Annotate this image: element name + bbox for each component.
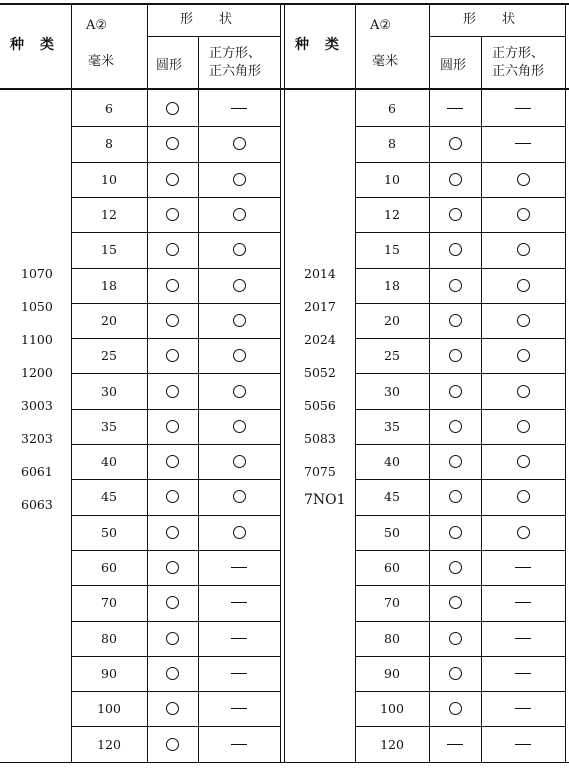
circle-mark-icon <box>449 455 462 468</box>
round-header-right: 圆形 <box>440 58 467 73</box>
circle-mark-icon <box>166 490 179 503</box>
round-availability-cell <box>147 656 198 691</box>
row-line <box>71 197 280 198</box>
a-dimension-cell: 100 <box>380 701 404 717</box>
square-hex-header-right-2: 正六角形 <box>492 64 545 79</box>
a-dimension-header-left: A② <box>86 18 108 33</box>
row-line <box>355 621 565 622</box>
square-hex-availability-cell <box>198 232 280 267</box>
circle-mark-icon <box>166 561 179 574</box>
round-availability-cell <box>147 373 198 408</box>
a-dimension-cell: 35 <box>384 418 400 434</box>
circle-mark-icon <box>166 738 179 751</box>
round-availability-cell <box>147 338 198 373</box>
a-dimension-cell: 25 <box>384 348 400 364</box>
a-dimension-cell: 120 <box>380 736 404 752</box>
square-hex-availability-cell <box>481 373 565 408</box>
round-availability-cell <box>147 515 198 550</box>
square-hex-availability-cell <box>198 373 280 408</box>
circle-mark-icon <box>517 420 530 433</box>
a-dimension-cell: 40 <box>101 454 117 470</box>
grade-label: 6061 <box>21 464 53 479</box>
round-availability-cell <box>429 691 481 726</box>
round-availability-cell <box>429 338 481 373</box>
round-availability-cell <box>429 162 481 197</box>
square-hex-availability-cell <box>481 479 565 514</box>
square-hex-availability-cell <box>198 197 280 232</box>
dash-mark-icon <box>515 744 531 745</box>
row-line <box>71 621 280 622</box>
round-availability-cell <box>429 515 481 550</box>
square-hex-availability-cell <box>481 303 565 338</box>
grade-label: 1100 <box>21 332 53 347</box>
circle-mark-icon <box>233 243 246 256</box>
a-dimension-cell: 15 <box>101 242 117 258</box>
circle-mark-icon <box>517 208 530 221</box>
a-dimension-cell: 10 <box>384 171 400 187</box>
square-hex-availability-cell <box>481 126 565 161</box>
grade-label: 7075 <box>304 464 336 479</box>
row-line <box>71 268 280 269</box>
circle-mark-icon <box>517 455 530 468</box>
square-hex-availability-cell <box>481 409 565 444</box>
circle-mark-icon <box>449 420 462 433</box>
dash-mark-icon <box>515 602 531 603</box>
a-dimension-cell: 12 <box>384 207 400 223</box>
row-line <box>71 303 280 304</box>
square-hex-availability-cell <box>198 726 280 761</box>
a-dimension-cell: 30 <box>384 383 400 399</box>
circle-mark-icon <box>449 526 462 539</box>
dash-mark-icon <box>447 744 463 745</box>
circle-mark-icon <box>233 137 246 150</box>
circle-mark-icon <box>233 208 246 221</box>
a-dimension-cell: 120 <box>97 736 121 752</box>
grade-label: 6063 <box>21 497 53 512</box>
dash-mark-icon <box>515 567 531 568</box>
a-dimension-cell: 80 <box>384 630 400 646</box>
square-hex-availability-cell <box>481 338 565 373</box>
round-availability-cell <box>429 726 481 761</box>
square-hex-availability-cell <box>198 162 280 197</box>
square-hex-availability-cell <box>198 409 280 444</box>
row-line <box>71 515 280 516</box>
square-hex-availability-cell <box>198 91 280 126</box>
row-line <box>71 373 280 374</box>
grade-header-right: 种 类 <box>295 37 340 53</box>
square-hex-header-right-1: 正方形、 <box>492 46 545 61</box>
square-hex-availability-cell <box>481 550 565 585</box>
circle-mark-icon <box>517 490 530 503</box>
square-hex-availability-cell <box>481 91 565 126</box>
circle-mark-icon <box>166 314 179 327</box>
circle-mark-icon <box>517 173 530 186</box>
a-dimension-cell: 50 <box>384 524 400 540</box>
square-hex-availability-cell <box>198 585 280 620</box>
circle-mark-icon <box>233 490 246 503</box>
square-hex-availability-cell <box>481 621 565 656</box>
bottom-border <box>0 762 569 764</box>
row-line <box>71 479 280 480</box>
a-dimension-cell: 8 <box>388 136 396 152</box>
dash-mark-icon <box>515 108 531 109</box>
a-dimension-cell: 70 <box>384 595 400 611</box>
grade-label: 2017 <box>304 299 336 314</box>
round-availability-cell <box>429 444 481 479</box>
shape-header-left: 形 状 <box>180 12 233 27</box>
row-line <box>355 373 565 374</box>
circle-mark-icon <box>166 102 179 115</box>
row-line <box>71 409 280 410</box>
column-line <box>355 3 356 762</box>
round-availability-cell <box>147 268 198 303</box>
a-dimension-cell: 6 <box>388 101 396 117</box>
row-line <box>355 197 565 198</box>
circle-mark-icon <box>449 702 462 715</box>
square-hex-availability-cell <box>481 232 565 267</box>
circle-mark-icon <box>449 596 462 609</box>
circle-mark-icon <box>166 526 179 539</box>
row-line <box>355 479 565 480</box>
dash-mark-icon <box>515 143 531 144</box>
circle-mark-icon <box>166 137 179 150</box>
round-availability-cell <box>147 479 198 514</box>
round-availability-cell <box>429 373 481 408</box>
square-hex-availability-cell <box>198 268 280 303</box>
round-availability-cell <box>429 585 481 620</box>
row-line <box>355 550 565 551</box>
unit-header-right: 毫米 <box>372 54 399 69</box>
circle-mark-icon <box>517 243 530 256</box>
circle-mark-icon <box>233 173 246 186</box>
circle-mark-icon <box>517 349 530 362</box>
shape-subheader-rule <box>429 36 565 37</box>
row-line <box>71 444 280 445</box>
dash-mark-icon <box>231 108 247 109</box>
row-line <box>71 550 280 551</box>
row-line <box>355 444 565 445</box>
circle-mark-icon <box>233 349 246 362</box>
dash-mark-icon <box>515 708 531 709</box>
unit-header-left: 毫米 <box>88 54 115 69</box>
row-line <box>355 515 565 516</box>
circle-mark-icon <box>449 243 462 256</box>
square-hex-availability-cell <box>198 338 280 373</box>
round-availability-cell <box>147 409 198 444</box>
circle-mark-icon <box>233 314 246 327</box>
square-hex-availability-cell <box>481 691 565 726</box>
a-dimension-cell: 80 <box>101 630 117 646</box>
circle-mark-icon <box>233 279 246 292</box>
circle-mark-icon <box>166 702 179 715</box>
circle-mark-icon <box>166 455 179 468</box>
dash-mark-icon <box>515 638 531 639</box>
square-hex-availability-cell <box>481 585 565 620</box>
row-line <box>355 268 565 269</box>
square-hex-availability-cell <box>481 656 565 691</box>
square-hex-availability-cell <box>481 726 565 761</box>
grade-label: 1200 <box>21 365 53 380</box>
round-availability-cell <box>429 268 481 303</box>
circle-mark-icon <box>166 632 179 645</box>
square-hex-availability-cell <box>481 515 565 550</box>
round-availability-cell <box>147 621 198 656</box>
round-availability-cell <box>429 91 481 126</box>
round-availability-cell <box>147 691 198 726</box>
circle-mark-icon <box>233 455 246 468</box>
a-dimension-cell: 35 <box>101 418 117 434</box>
dash-mark-icon <box>231 602 247 603</box>
a-dimension-cell: 100 <box>97 701 121 717</box>
circle-mark-icon <box>166 596 179 609</box>
row-line <box>355 126 565 127</box>
square-hex-availability-cell <box>198 479 280 514</box>
dash-mark-icon <box>231 673 247 674</box>
row-line <box>355 726 565 727</box>
row-line <box>355 656 565 657</box>
round-availability-cell <box>429 197 481 232</box>
circle-mark-icon <box>517 385 530 398</box>
column-line <box>481 36 482 762</box>
row-line <box>355 162 565 163</box>
a-dimension-cell: 45 <box>384 489 400 505</box>
square-hex-availability-cell <box>198 303 280 338</box>
center-divider <box>280 3 281 762</box>
round-availability-cell <box>147 726 198 761</box>
shape-header-right: 形 状 <box>463 12 516 27</box>
a-dimension-cell: 25 <box>101 348 117 364</box>
round-availability-cell <box>147 232 198 267</box>
square-hex-header-left-1: 正方形、 <box>209 46 262 61</box>
grade-label: 7NO1 <box>304 492 346 508</box>
row-line <box>71 126 280 127</box>
row-line <box>71 691 280 692</box>
round-availability-cell <box>429 479 481 514</box>
column-line <box>71 3 72 762</box>
circle-mark-icon <box>233 385 246 398</box>
circle-mark-icon <box>449 208 462 221</box>
grade-label: 5056 <box>304 398 336 413</box>
grade-label: 1070 <box>21 266 53 281</box>
a-dimension-cell: 45 <box>101 489 117 505</box>
round-availability-cell <box>429 126 481 161</box>
a-dimension-cell: 20 <box>384 312 400 328</box>
column-line <box>429 3 430 762</box>
center-divider <box>284 3 285 762</box>
round-availability-cell <box>429 409 481 444</box>
row-line <box>355 691 565 692</box>
circle-mark-icon <box>166 208 179 221</box>
square-hex-availability-cell <box>481 268 565 303</box>
circle-mark-icon <box>166 279 179 292</box>
dash-mark-icon <box>447 108 463 109</box>
square-hex-availability-cell <box>198 621 280 656</box>
circle-mark-icon <box>449 314 462 327</box>
round-availability-cell <box>429 303 481 338</box>
dash-mark-icon <box>231 567 247 568</box>
circle-mark-icon <box>233 526 246 539</box>
square-hex-availability-cell <box>481 162 565 197</box>
circle-mark-icon <box>166 420 179 433</box>
round-availability-cell <box>429 621 481 656</box>
a-dimension-cell: 60 <box>101 560 117 576</box>
a-dimension-cell: 18 <box>384 277 400 293</box>
square-hex-availability-cell <box>198 515 280 550</box>
circle-mark-icon <box>449 349 462 362</box>
circle-mark-icon <box>449 173 462 186</box>
round-availability-cell <box>147 91 198 126</box>
circle-mark-icon <box>166 667 179 680</box>
dash-mark-icon <box>231 744 247 745</box>
row-line <box>71 162 280 163</box>
square-hex-availability-cell <box>481 444 565 479</box>
column-line <box>198 36 199 762</box>
square-hex-availability-cell <box>198 444 280 479</box>
row-line <box>71 232 280 233</box>
circle-mark-icon <box>449 561 462 574</box>
row-line <box>355 303 565 304</box>
circle-mark-icon <box>233 420 246 433</box>
dash-mark-icon <box>231 638 247 639</box>
a-dimension-cell: 12 <box>101 207 117 223</box>
row-line <box>355 585 565 586</box>
round-availability-cell <box>147 550 198 585</box>
dash-mark-icon <box>515 673 531 674</box>
a-dimension-cell: 8 <box>105 136 113 152</box>
a-dimension-cell: 60 <box>384 560 400 576</box>
circle-mark-icon <box>166 385 179 398</box>
a-dimension-header-right: A② <box>370 18 392 33</box>
round-availability-cell <box>429 232 481 267</box>
grade-label: 2024 <box>304 332 336 347</box>
square-hex-availability-cell <box>481 197 565 232</box>
column-line <box>147 3 148 762</box>
row-line <box>355 338 565 339</box>
a-dimension-cell: 50 <box>101 524 117 540</box>
row-line <box>71 726 280 727</box>
circle-mark-icon <box>166 349 179 362</box>
a-dimension-cell: 6 <box>105 101 113 117</box>
a-dimension-cell: 90 <box>384 665 400 681</box>
circle-mark-icon <box>166 173 179 186</box>
circle-mark-icon <box>449 632 462 645</box>
a-dimension-cell: 15 <box>384 242 400 258</box>
shape-subheader-rule <box>147 36 280 37</box>
circle-mark-icon <box>449 490 462 503</box>
grade-header-left: 种 类 <box>10 37 55 53</box>
round-availability-cell <box>429 656 481 691</box>
round-availability-cell <box>147 162 198 197</box>
a-dimension-cell: 10 <box>101 171 117 187</box>
a-dimension-cell: 18 <box>101 277 117 293</box>
round-availability-cell <box>147 126 198 161</box>
a-dimension-cell: 20 <box>101 312 117 328</box>
row-line <box>355 232 565 233</box>
round-availability-cell <box>147 585 198 620</box>
square-hex-availability-cell <box>198 126 280 161</box>
square-hex-availability-cell <box>198 656 280 691</box>
a-dimension-cell: 90 <box>101 665 117 681</box>
circle-mark-icon <box>166 243 179 256</box>
circle-mark-icon <box>517 314 530 327</box>
circle-mark-icon <box>517 279 530 292</box>
row-line <box>355 409 565 410</box>
circle-mark-icon <box>449 137 462 150</box>
square-hex-header-left-2: 正六角形 <box>209 64 262 79</box>
round-header-left: 圆形 <box>156 58 183 73</box>
grade-label: 3003 <box>21 398 53 413</box>
grade-label: 2014 <box>304 266 336 281</box>
circle-mark-icon <box>449 385 462 398</box>
a-dimension-cell: 40 <box>384 454 400 470</box>
row-line <box>71 585 280 586</box>
circle-mark-icon <box>449 279 462 292</box>
a-dimension-cell: 70 <box>101 595 117 611</box>
dash-mark-icon <box>231 708 247 709</box>
round-availability-cell <box>147 197 198 232</box>
round-availability-cell <box>147 444 198 479</box>
column-line <box>565 3 566 762</box>
round-availability-cell <box>429 550 481 585</box>
grade-label: 1050 <box>21 299 53 314</box>
row-line <box>71 338 280 339</box>
round-availability-cell <box>147 303 198 338</box>
a-dimension-cell: 30 <box>101 383 117 399</box>
circle-mark-icon <box>449 667 462 680</box>
grade-label: 5083 <box>304 431 336 446</box>
circle-mark-icon <box>517 526 530 539</box>
square-hex-availability-cell <box>198 691 280 726</box>
square-hex-availability-cell <box>198 550 280 585</box>
grade-label: 5052 <box>304 365 336 380</box>
row-line <box>71 656 280 657</box>
grade-label: 3203 <box>21 431 53 446</box>
